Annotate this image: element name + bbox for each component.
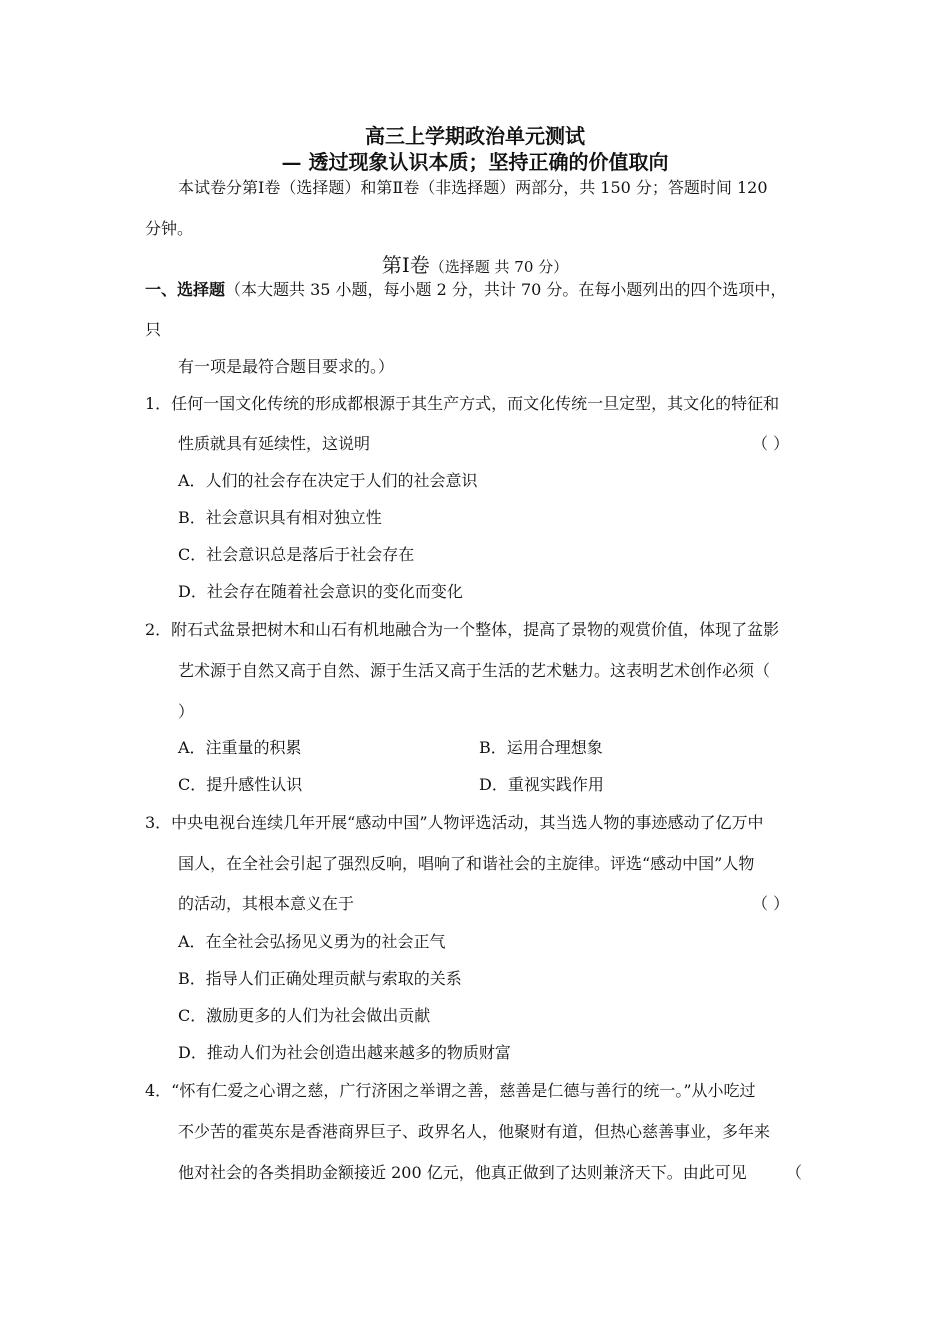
question-2-stem-line-2: 艺术源于自然又高于自然、源于生活又高于生活的艺术魅力。这表明艺术创作必须（ (178, 661, 771, 680)
page-title: 高三上学期政治单元测试 (365, 124, 585, 148)
question-3-stem-line-2: 国人，在全社会引起了强烈反响，唱响了和谐社会的主旋律。评选“感动中国”人物 (178, 854, 755, 873)
question-2-option-d: D．重视实践作用 (479, 775, 604, 794)
question-2-stem-line-1: 2．附石式盆景把树木和山石有机地融合为一个整体，提高了景物的观赏价值，体现了盆影 (145, 620, 780, 639)
section-instructions-line-3: 有一项是最符合题目要求的。） (178, 357, 395, 376)
question-2-option-a: A．注重量的积累 (178, 738, 302, 757)
question-1-option-a: A．人们的社会存在决定于人们的社会意识 (178, 471, 478, 490)
intro-line-1: 本试卷分第Ⅰ卷（选择题）和第Ⅱ卷（非选择题）两部分，共 150 分；答题时间 120 (178, 178, 768, 197)
question-1-answer-paren: （ ） (752, 434, 790, 453)
question-3-option-a: A．在全社会弘扬见义勇为的社会正气 (178, 932, 446, 951)
question-1-option-b: B．社会意识具有相对独立性 (178, 508, 382, 527)
page-subtitle: — 透过现象认识本质；坚持正确的价值取向 (281, 150, 669, 174)
question-2-option-b: B．运用合理想象 (479, 738, 603, 757)
question-1-stem-line-2: 性质就具有延续性，这说明 (178, 434, 371, 453)
question-1-stem-line-1: 1．任何一国文化传统的形成都根源于其生产方式，而文化传统一旦定型，其文化的特征和 (145, 394, 780, 413)
question-3-stem-line-1: 3．中央电视台连续几年开展“感动中国”人物评选活动，其当选人物的事迹感动了亿万中 (145, 813, 764, 832)
volume-heading (0, 252, 950, 280)
question-3-stem-line-3: 的活动，其根本意义在于 (178, 894, 355, 913)
section-instructions-line-1 (145, 280, 786, 300)
section-instructions-line-2: 只 (145, 320, 162, 339)
question-4-stem-line-2: 不少苦的霍英东是香港商界巨子、政界名人，他聚财有道，但热心慈善事业，多年来 (178, 1122, 771, 1141)
question-4-answer-paren: （ (786, 1163, 803, 1182)
section-instructions-text: （本大题共 35 小题，每小题 2 分，共计 70 分。在每小题列出的四个选项中， (225, 280, 787, 299)
question-1-option-c: C．社会意识总是落后于社会存在 (178, 545, 415, 564)
question-1-option-d: D．社会存在随着社会意识的变化而变化 (178, 582, 463, 601)
question-3-option-b: B．指导人们正确处理贡献与索取的关系 (178, 969, 462, 988)
section-label: 一、选择题 (145, 280, 226, 299)
volume-note: （选择题 共 70 分） (429, 258, 569, 276)
question-3-option-d: D．推动人们为社会创造出越来越多的物质财富 (178, 1043, 511, 1062)
volume-name: 第Ⅰ卷 (381, 253, 430, 277)
question-4-stem-line-1: 4．“怀有仁爱之心谓之慈，广行济困之举谓之善，慈善是仁德与善行的统一。”从小吃过 (145, 1081, 756, 1100)
intro-line-2: 分钟。 (145, 219, 194, 238)
question-2-option-c: C．提升感性认识 (178, 775, 303, 794)
question-2-stem-line-3: ） (178, 702, 195, 721)
question-3-option-c: C．激励更多的人们为社会做出贡献 (178, 1006, 431, 1025)
question-4-stem-line-3: 他对社会的各类捐助金额接近 200 亿元，他真正做到了达则兼济天下。由此可见 (178, 1163, 747, 1182)
question-3-answer-paren: （ ） (752, 894, 790, 913)
